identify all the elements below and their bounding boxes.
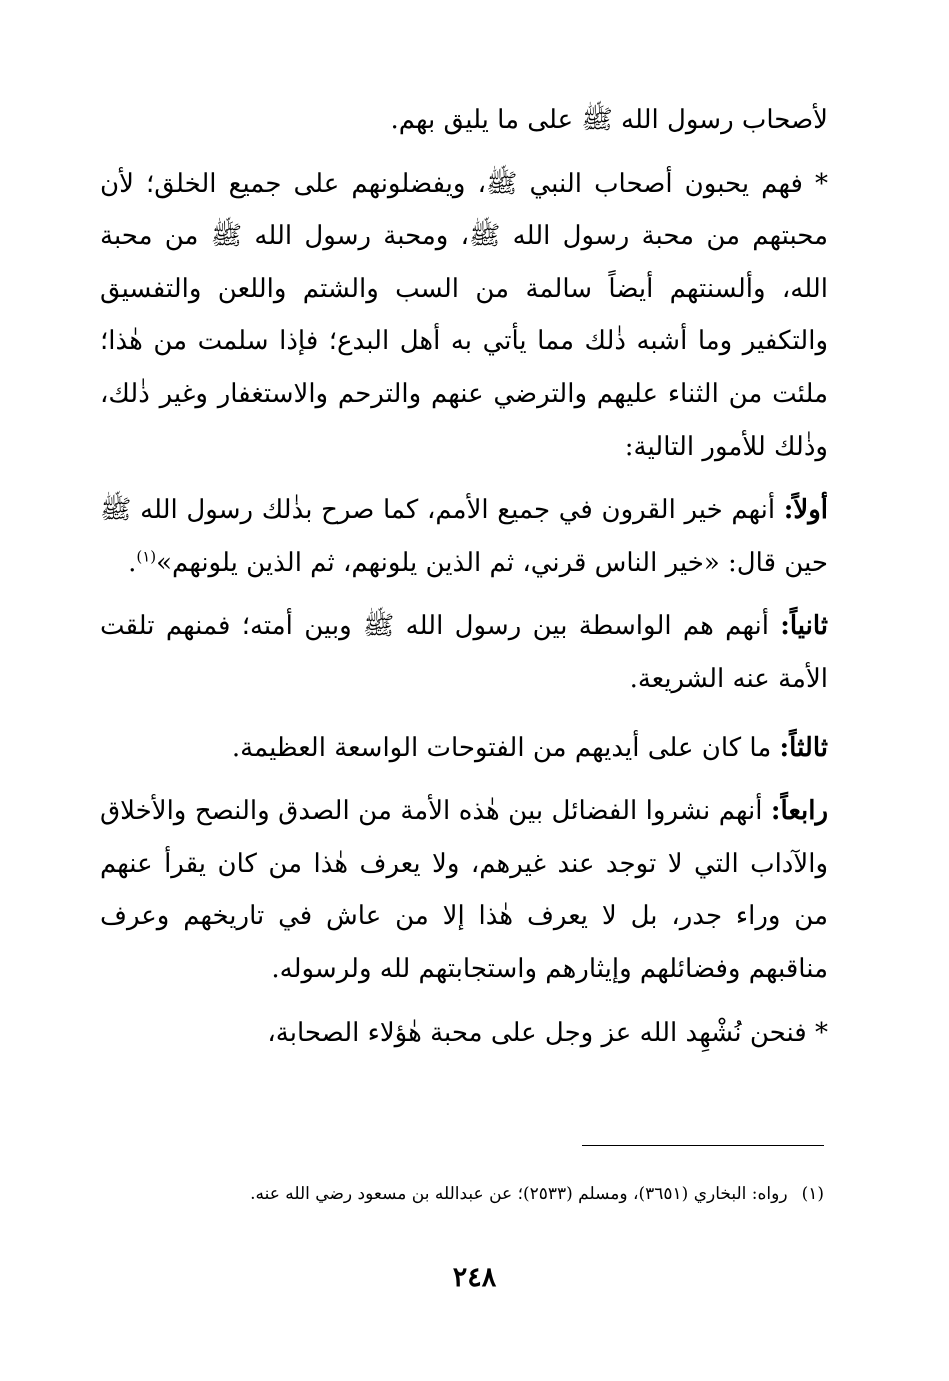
first-point-text: أنهم خير القرون في جميع الأمم، كما صرح بذٰلك رسول الله ﷺ حين قال: «خير الناس قرني، ثم الذين يلونهم، ثم الذين يلونهم»: [100, 495, 828, 578]
paragraph-second: [100, 600, 828, 705]
third-point-label: ثالثاً:: [779, 732, 828, 763]
footnote-number: (١): [801, 1184, 824, 1204]
fourth-point-text: أنهم نشروا الفضائل بين هٰذه الأمة من الصدق والنصح والأخلاق والآداب التي لا توجد عند غيرهم، ولا يعرف هٰذا من كان يقرأ عنهم من وراء جدر، بل لا يعرف هٰذا إلا من عاش في تاريخهم وعرف مناقبهم وفضائلهم وإيثارهم واستجابتهم لله ولرسوله.: [100, 796, 828, 984]
second-point-text: أنهم هم الواسطة بين رسول الله ﷺ وبين أمته؛ فمنهم تلقت الأمة عنه الشريعة.: [100, 611, 828, 694]
paragraph-third: [100, 722, 828, 775]
third-point-text: ما كان على أيديهم من الفتوحات الواسعة العظيمة.: [231, 732, 780, 763]
first-point-end: .: [128, 547, 137, 578]
first-point-label: أولاً:: [783, 495, 828, 526]
page-number: ٢٤٨: [452, 1262, 497, 1293]
second-point-label: ثانياً:: [780, 611, 828, 642]
footnote: [100, 1180, 824, 1208]
paragraph-fourth: [100, 785, 828, 995]
footnote-reference: (١): [136, 547, 157, 566]
paragraph-testimony: * فنحن نُشْهِد الله عز وجل على محبة هٰؤلاء الصحابة،: [267, 1017, 828, 1048]
paragraph-intro: لأصحاب رسول الله ﷺ على ما يليق بهم.: [390, 105, 828, 135]
footnote-divider: [582, 1145, 824, 1146]
fourth-point-label: رابعاً:: [770, 796, 828, 827]
footnote-text: رواه: البخاري (٣٦٥١)، ومسلم (٢٥٣٣)؛ عن عبدالله بن مسعود رضي الله عنه.: [250, 1184, 788, 1204]
paragraph-first: [100, 484, 828, 589]
page-body: [100, 94, 828, 1059]
paragraph-companions-love: * فهم يحبون أصحاب النبي ﷺ، ويفضلونهم على جميع الخلق؛ لأن محبتهم من محبة رسول الله ﷺ، ومحبة رسول الله ﷺ من محبة الله، وألسنتهم أيضاً سالمة من السب والشتم واللعن والتفسيق والتكفير وما أشبه ذٰلك مما يأتي به أهل البدع؛ فإذا سلمت من هٰذا؛ ملئت من الثناء عليهم والترضي عنهم والترحم والاستغفار وغير ذٰلك، وذٰلك للأمور التالية:: [100, 168, 828, 462]
